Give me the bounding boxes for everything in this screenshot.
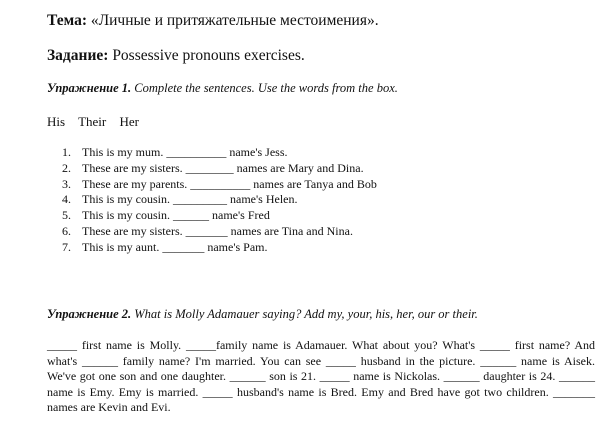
sentence-text: This is my mum. __________ name's Jess. — [82, 145, 288, 159]
exercise2-paragraph — [47, 338, 598, 416]
item-number: 4. — [62, 192, 71, 207]
exercise1-instruction: Complete the sentences. Use the words from the box. — [134, 81, 398, 95]
task-label: Задание: — [47, 47, 109, 64]
task-line — [47, 47, 305, 65]
list-item — [62, 224, 377, 240]
item-number: 6. — [62, 223, 71, 238]
item-number: 1. — [62, 145, 71, 159]
list-item — [62, 208, 377, 224]
word-their: Their — [78, 114, 107, 129]
list-item — [62, 240, 377, 256]
topic-line — [47, 12, 379, 30]
item-number: 3. — [62, 176, 71, 191]
sentence-text: These are my sisters. _______ names are Tina and Nina. — [82, 223, 353, 238]
list-item — [62, 145, 377, 161]
list-item — [62, 192, 377, 208]
item-number: 5. — [62, 208, 71, 223]
word-her: Her — [119, 114, 139, 129]
item-number: 2. — [62, 160, 71, 175]
exercise2-label: Упражнение 2. — [47, 307, 132, 321]
exercise1-heading — [47, 81, 398, 96]
item-number: 7. — [62, 239, 71, 254]
sentence-text: This is my cousin. _________ name's Helen. — [82, 192, 298, 207]
exercise2-instruction: What is Molly Adamauer saying? Add my, your, his, her, our or their. — [134, 307, 478, 321]
sentence-text: These are my sisters. ________ names are Mary and Dina. — [82, 160, 364, 175]
sentence-text: This is my cousin. ______ name's Fred — [82, 208, 270, 223]
sentence-text: This is my aunt. _______ name's Pam. — [82, 239, 268, 254]
exercise2-heading — [47, 307, 478, 322]
task-text: Possessive pronouns exercises. — [112, 47, 305, 64]
topic-text: «Личные и притяжательные местоимения». — [90, 12, 379, 29]
list-item — [62, 161, 377, 177]
exercise1-label: Упражнение 1. — [47, 81, 132, 95]
sentence-text: These are my parents. __________ names are Tanya and Bob — [82, 176, 377, 191]
word-box — [47, 114, 149, 130]
topic-label: Тема: — [47, 12, 87, 29]
paragraph-text: _____ first name is Molly. _____family name is Adamauer. What about you? What's _____ first name? And what's ______ family name? I'm married. You can see _____ husband in the picture. ______ name is Aisek. We've got one son and one daughter. ______ son is 21. _____ name is Nickolas. ______ daughter is 24. ______ name is Emy. Emy is married. _____ husband's name is Bred. Emy and Bred have got two children. _______ names are Kevin and Evi. — [47, 338, 598, 415]
list-item — [62, 177, 377, 193]
exercise1-sentence-list — [62, 145, 377, 256]
word-his: His — [47, 114, 66, 129]
